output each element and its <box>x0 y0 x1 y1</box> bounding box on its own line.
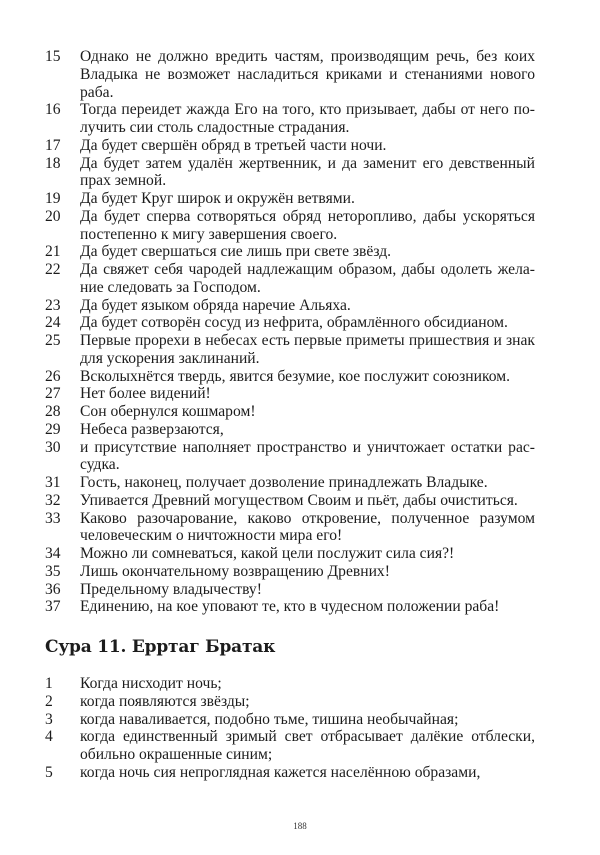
verse-text: когда появляются звёзды; <box>80 692 250 710</box>
verse-number: 32 <box>45 491 61 509</box>
verse-number: 22 <box>45 261 61 278</box>
verse <box>45 711 535 729</box>
verse <box>45 764 535 782</box>
verse-number: 1 <box>45 675 53 692</box>
verse-text: Тогда переидет жажда Его на того, кто призывает, дабы от него получить сии столь сладостные страдания. <box>80 101 535 136</box>
verse-text: Когда нисходит ночь; <box>80 675 222 692</box>
verse-text: когда единственный зримый свет отбрасывает далёкие отблески, обильно окрашенные синим; <box>80 728 535 763</box>
verse-number: 24 <box>45 314 61 332</box>
verse <box>45 385 535 403</box>
verse <box>45 545 535 563</box>
verse-number: 3 <box>45 710 53 728</box>
verse-text: и присутствие наполняет пространство и уничтожает остатки рассудка. <box>80 438 535 474</box>
verse <box>45 155 535 191</box>
verse-text: Сон обернулся кошмаром! <box>80 403 256 420</box>
verse-number: 5 <box>45 763 53 781</box>
verse-number: 29 <box>45 420 61 438</box>
verse-text: Лишь окончательному возвращению Древних! <box>80 562 390 580</box>
verse <box>45 137 535 155</box>
book-page <box>45 48 535 782</box>
verse-number: 28 <box>45 403 61 420</box>
verse-number: 15 <box>45 48 61 65</box>
verse-list-section-11 <box>45 675 535 782</box>
verse-text: когда ночь сия непроглядная кажется населённою образами, <box>80 763 481 781</box>
verse-number: 33 <box>45 509 61 527</box>
verse-number: 26 <box>45 367 61 385</box>
verse <box>45 368 535 386</box>
verse-text: Да будет Круг широк и окружён ветвями. <box>80 190 355 207</box>
verse <box>45 332 535 368</box>
verse <box>45 675 535 693</box>
verse-number: 27 <box>45 385 61 403</box>
verse-number: 36 <box>45 580 61 598</box>
verse-number: 25 <box>45 332 61 349</box>
verse-text: Да будет свершён обряд в третьей части ночи. <box>80 136 387 154</box>
verse <box>45 243 535 261</box>
verse-text: Да будет затем удалён жертвенник, и да заменит его девственный прах земной. <box>80 154 535 190</box>
verse <box>45 728 535 764</box>
verse <box>45 208 535 244</box>
verse-text: Единению, на кое уповают те, кто в чудесном положении раба! <box>80 598 500 616</box>
verse <box>45 297 535 315</box>
verse-text: Предельному владычеству! <box>80 580 262 598</box>
verse-text: Да свяжет себя чародей надлежащим образом, дабы одолеть желание следовать за Господом. <box>80 261 535 296</box>
verse-number: 30 <box>45 438 61 456</box>
verse-number: 23 <box>45 296 61 314</box>
verse-text: Каково разочарование, каково откровение, полученное разумом человеческим о ничтожности мира его! <box>80 509 535 545</box>
verse-text: Можно ли сомневаться, какой цели послужит сила сия?! <box>80 545 455 562</box>
verse-text: Да будет сперва сотворяться обряд неторопливо, дабы ускоряться постепенно к мигу завершения своего. <box>80 207 535 243</box>
verse <box>45 510 535 546</box>
verse <box>45 421 535 439</box>
verse-number: 19 <box>45 190 61 207</box>
verse-number: 34 <box>45 545 61 562</box>
verse <box>45 190 535 208</box>
verse-text: Да будет языком обряда наречие Альяха. <box>80 296 351 314</box>
verse <box>45 314 535 332</box>
verse <box>45 48 535 101</box>
verse-number: 18 <box>45 154 61 172</box>
verse <box>45 581 535 599</box>
verse <box>45 492 535 510</box>
page-number: 188 <box>293 821 307 831</box>
verse-number: 2 <box>45 692 53 710</box>
verse <box>45 261 535 297</box>
verse-text: Однако не должно вредить частям, производящим речь, без коих Владыка не возможет насладиться криками и стенаниями нового раба. <box>80 48 535 101</box>
verse-text: когда наваливается, подобно тьме, тишина необычайная; <box>80 710 459 728</box>
verse-text: Всколыхнётся твердь, явится безумие, кое послужит союзником. <box>80 367 511 385</box>
verse-text: Нет более видений! <box>80 385 211 403</box>
verse <box>45 474 535 492</box>
verse-list-section-10 <box>45 48 535 616</box>
verse <box>45 598 535 616</box>
verse-text: Да будет свершаться сие лишь при свете звёзд. <box>80 243 392 261</box>
verse-text: Да будет сотворён сосуд из нефрита, обрамлённого обсидианом. <box>80 314 508 332</box>
verse-number: 4 <box>45 728 53 746</box>
section-heading: Сура 11. Ерртаг Братак <box>45 637 276 657</box>
verse-number: 17 <box>45 136 61 154</box>
verse <box>45 101 535 137</box>
verse-number: 37 <box>45 598 61 616</box>
verse <box>45 563 535 581</box>
verse-number: 35 <box>45 562 61 580</box>
verse-text: Небеса разверзаются, <box>80 420 224 438</box>
verse-text: Упивается Древний могуществом Своим и пьёт, дабы очиститься. <box>80 491 518 509</box>
verse-number: 21 <box>45 243 61 261</box>
verse-text: Гость, наконец, получает дозволение принадлежать Владыке. <box>80 474 488 491</box>
verse-text: Первые прорехи в небесах есть первые приметы пришествия и знак для ускорения заклинаний. <box>80 332 535 367</box>
verse-number: 31 <box>45 474 61 491</box>
verse-number: 16 <box>45 101 61 119</box>
verse <box>45 439 535 475</box>
verse <box>45 403 535 421</box>
verse-number: 20 <box>45 207 61 225</box>
verse <box>45 693 535 711</box>
